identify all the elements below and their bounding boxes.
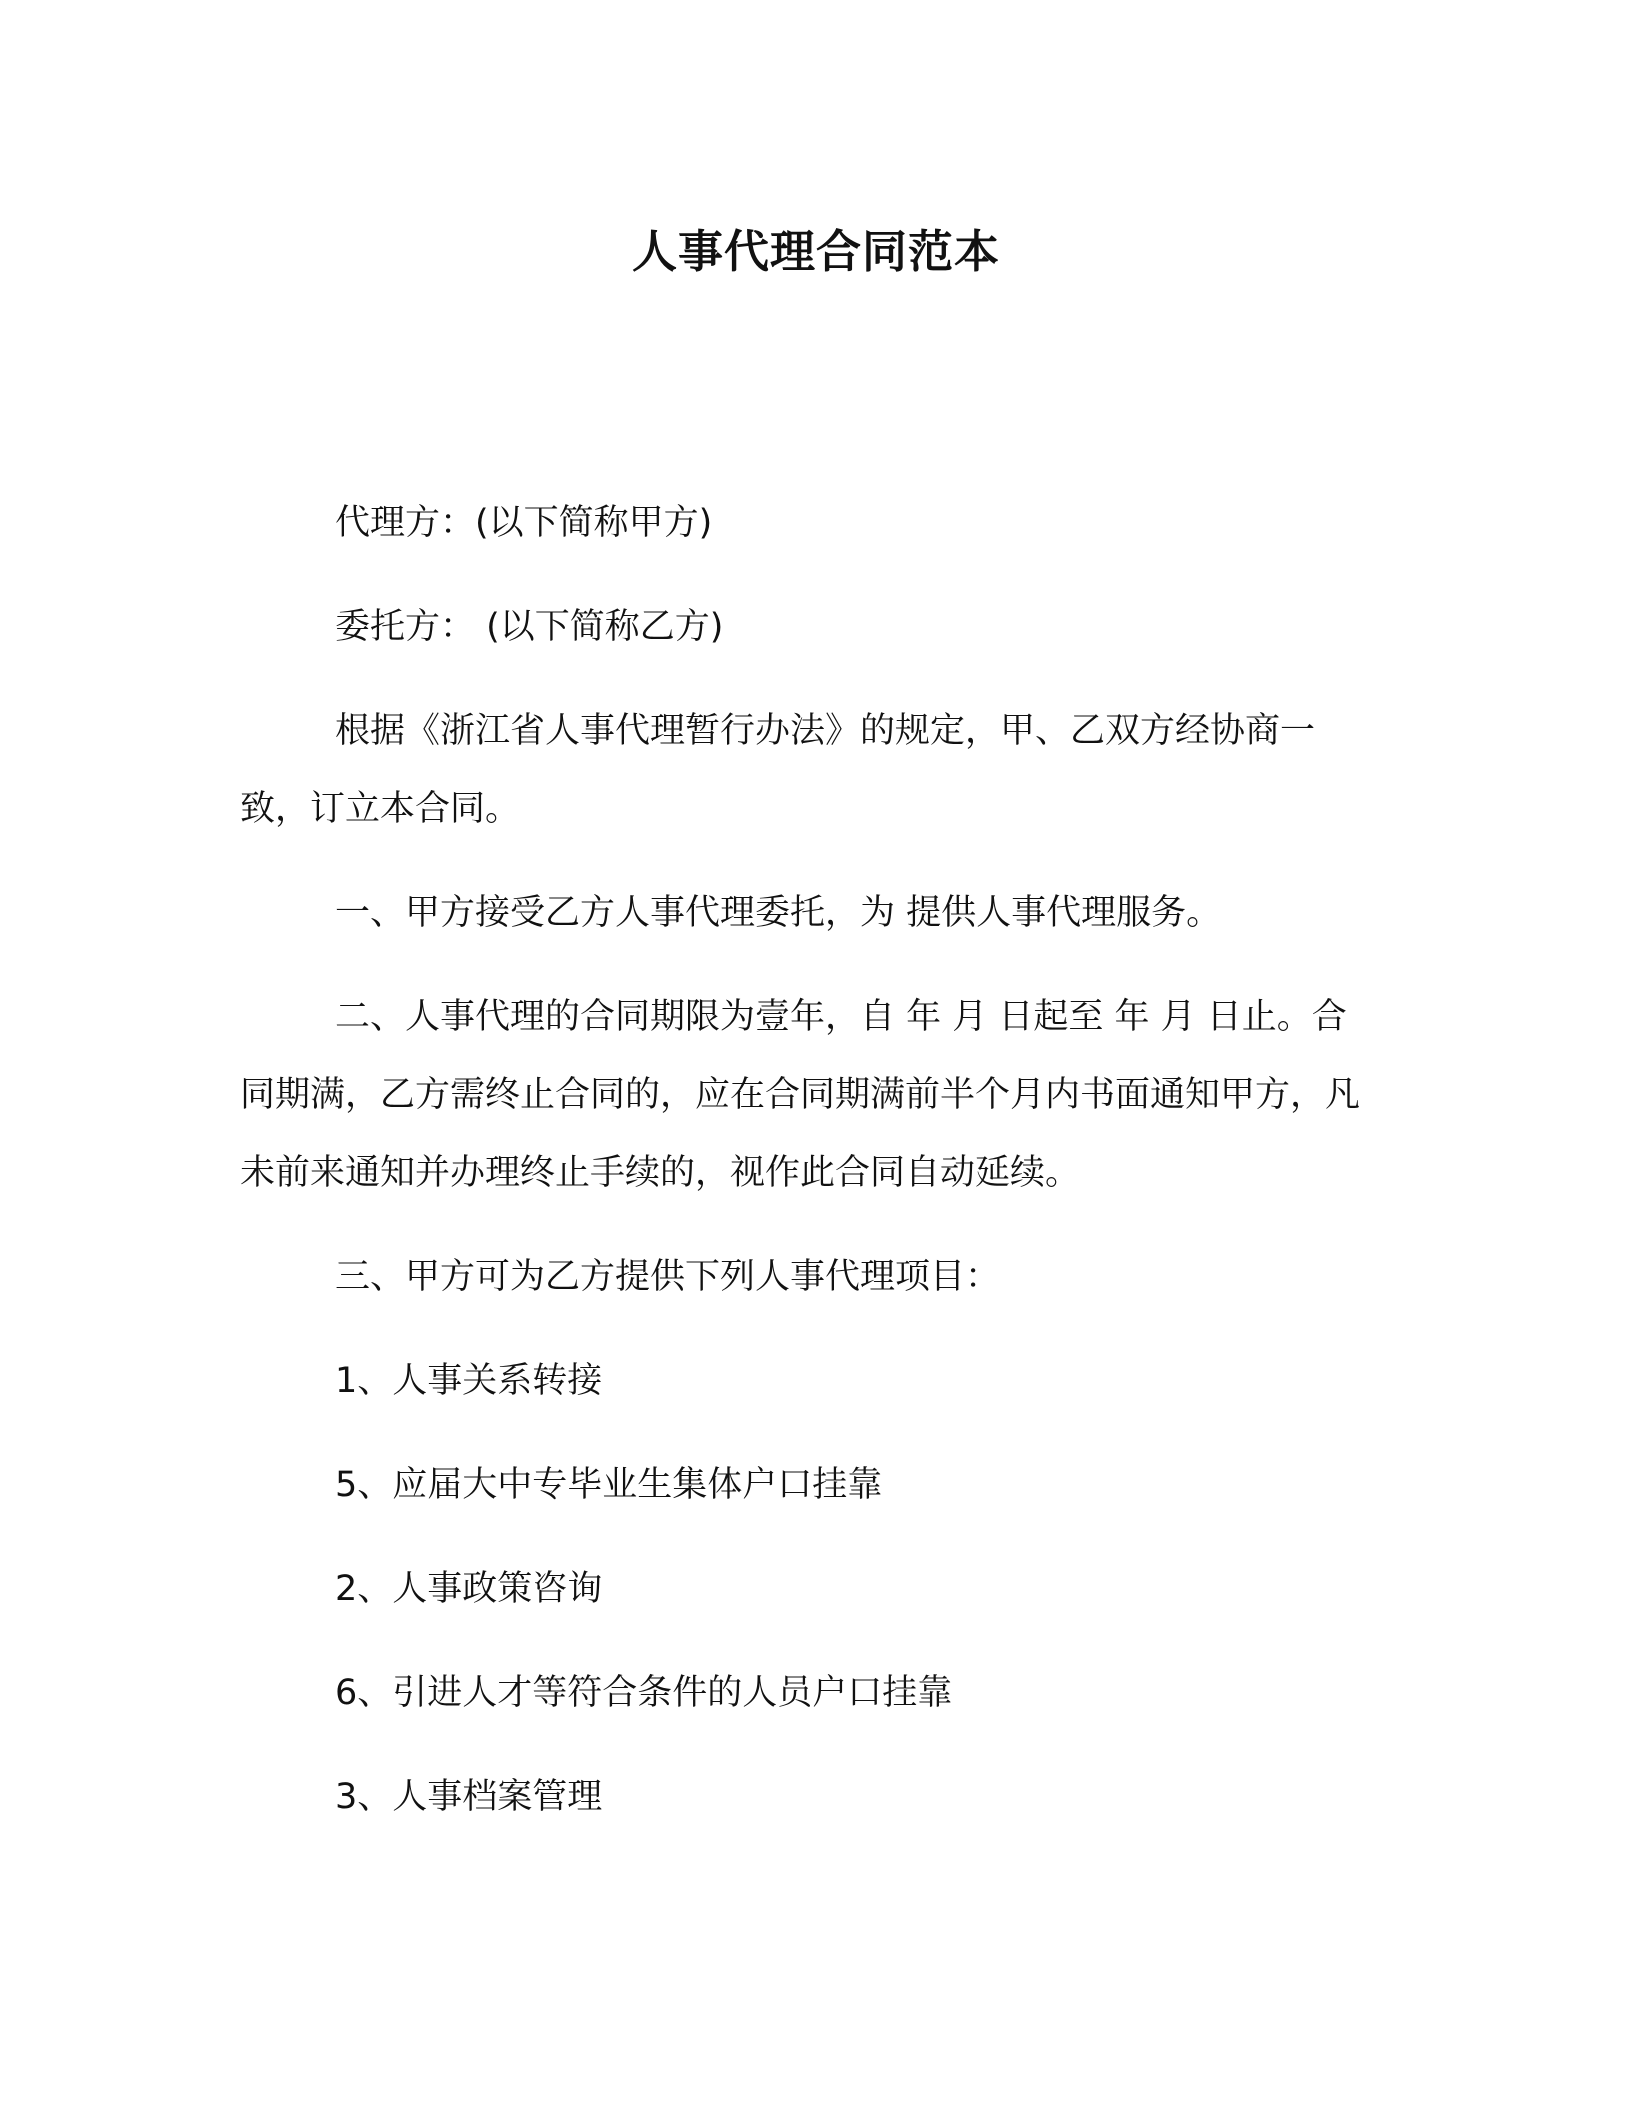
party-a-line: 代理方：(以下简称甲方) <box>335 503 713 543</box>
list-item-6: 6、引进人才等符合条件的人员户口挂靠 <box>335 1673 953 1713</box>
list-item-2: 2、人事政策咨询 <box>335 1569 603 1609</box>
party-b-line: 委托方： (以下简称乙方) <box>335 607 724 647</box>
document-title: 人事代理合同范本 <box>631 225 1000 278</box>
clause-1: 一、甲方接受乙方人事代理委托，为 提供人事代理服务。 <box>335 893 1222 933</box>
clause-2: 二、人事代理的合同期限为壹年，自 年 月 日起至 年 月 日止。合同期满，乙方需终止合同的，应在合同期满前半个月内书面通知甲方，凡未前来通知并办理终止手续的，视作此合同自动延续。 <box>240 997 1361 1193</box>
list-item-1: 1、人事关系转接 <box>335 1361 603 1401</box>
preamble-paragraph: 根据《浙江省人事代理暂行办法》的规定，甲、乙双方经协商一致，订立本合同。 <box>240 711 1316 829</box>
clause-3: 三、甲方可为乙方提供下列人事代理项目： <box>335 1257 1001 1297</box>
list-item-3: 3、人事档案管理 <box>335 1777 603 1817</box>
list-item-5: 5、应届大中专毕业生集体户口挂靠 <box>335 1465 883 1505</box>
